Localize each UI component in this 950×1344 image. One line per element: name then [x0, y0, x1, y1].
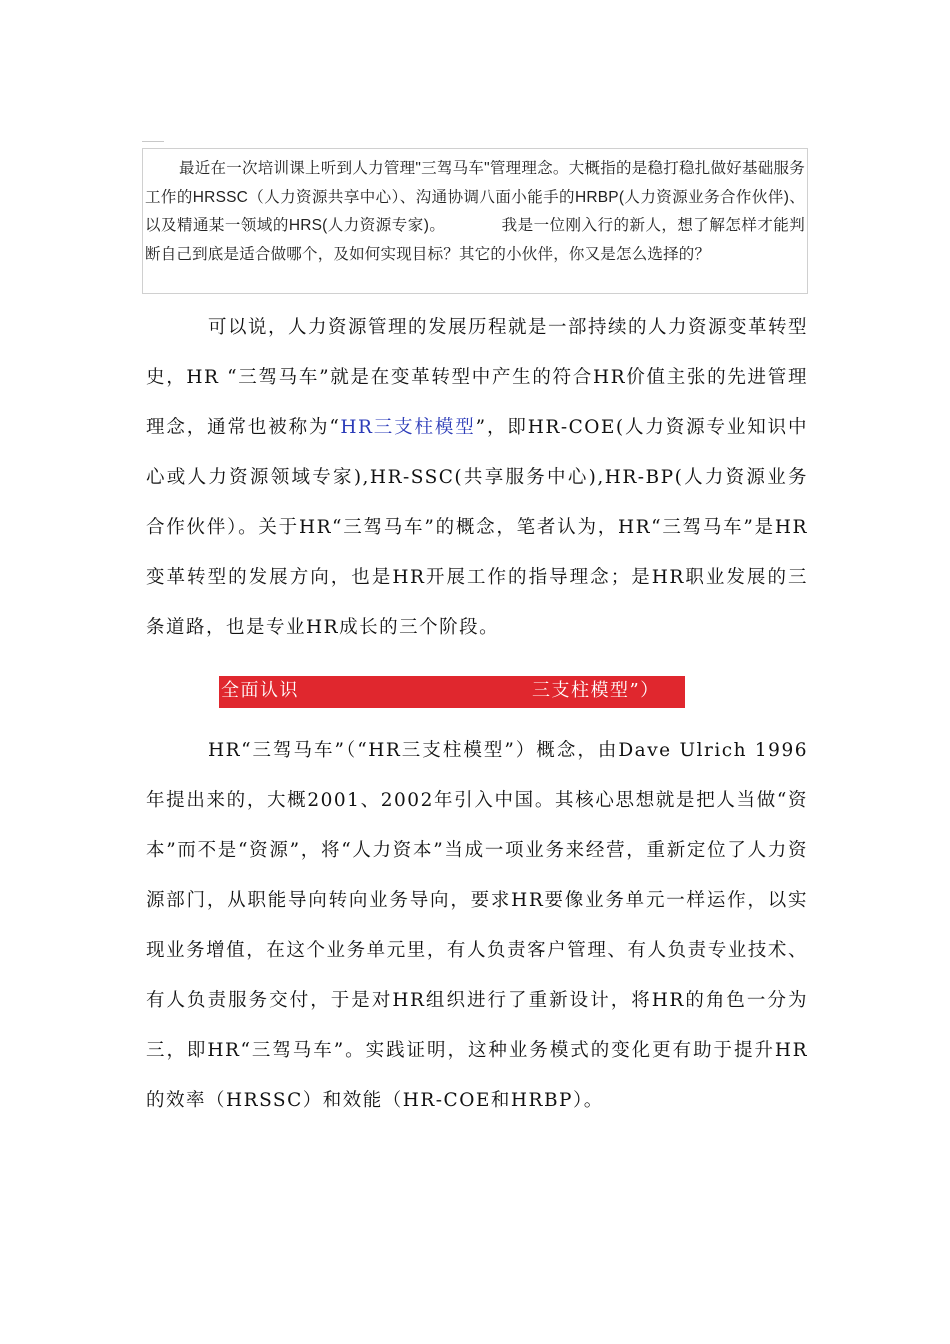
intro-text-after-link: ”，即HR-COE(人力资源专业知识中心或人力资源领域专家),HR-SSC(共享服务中心),HR-BP(人力资源业务合作伙伴）。关于HR“三驾马车”的概念，笔者认为，HR“三驾马车”是HR变革转型的发展方向，也是HR开展工作的指导理念；是HR职业发展的三条道路，也是专业HR成长的三个阶段。: [146, 417, 808, 638]
question-quote-box: [142, 148, 808, 294]
intro-text-before-link: 可以说，人力资源管理的发展历程就是一部持续的人力资源变革转型史，HR “三驾马车”就是在变革转型中产生的符合HR价值主张的先进管理理念，通常也被称为“: [146, 317, 809, 438]
concept-paragraph: [146, 726, 808, 1126]
concept-text: HR“三驾马车”（“HR三支柱模型”）概念，由Dave Ulrich 1996年提出来的，大概2001、2002年引入中国。其核心思想就是把人当做“资本”而不是“资源”，将“人力资本”当成一项业务来经营，重新定位了人力资源部门，从职能导向转向业务导向，要求HR要像业务单元一样运作，以实现业务增值，在这个业务单元里，有人负责客户管理、有人负责专业技术、有人负责服务交付，于是对HR组织进行了重新设计，将HR的角色一分为三，即HR“三驾马车”。实践证明，这种业务模式的变化更有助于提升HR的效率（HRSSC）和效能（HR-COE和HRBP）。: [146, 740, 808, 1111]
hr-three-pillar-model-link[interactable]: HR三支柱模型: [340, 417, 476, 438]
question-text-part2: 我是一位刚入行的新人，想了解怎样才能判断自己到底是适合做哪个，及如何实现目标？其它的小伙伴，你又是怎么选择的？: [145, 217, 805, 263]
question-text-part1: 最近在一次培训课上听到人力管理"三驾马车"管理理念。大概指的是稳打稳扎做好基础服务工作的HRSSC（人力资源共享中心）、沟通协调八面小能手的HRBP(人力资源业务合作伙伴)、以及精通某一领域的HRS(人力资源专家)。: [145, 160, 805, 234]
banner-left-text: 全面认识: [221, 680, 299, 701]
banner-right-text: 三支柱模型”）: [532, 680, 660, 701]
intro-paragraph: [146, 303, 808, 653]
section-heading-banner: [219, 676, 685, 708]
